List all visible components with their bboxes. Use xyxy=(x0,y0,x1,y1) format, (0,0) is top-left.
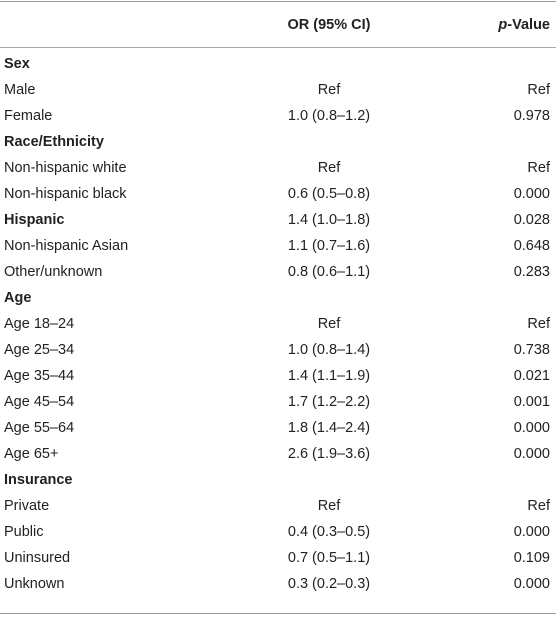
row-label: Male xyxy=(4,82,36,98)
table-top-rule xyxy=(0,1,556,2)
section-label: Insurance xyxy=(4,472,73,488)
table-row xyxy=(0,337,556,363)
p-value-cell: 0.001 xyxy=(513,394,550,410)
odds-ratio-cell: Ref xyxy=(317,498,341,514)
row-label: Age 18–24 xyxy=(4,316,75,332)
row-label: Female xyxy=(4,108,53,124)
row-label: Hispanic xyxy=(4,212,65,228)
table-row xyxy=(0,207,556,233)
p-value-cell: 0.000 xyxy=(513,576,550,592)
section-label: Race/Ethnicity xyxy=(4,134,104,150)
column-header-or: OR (95% CI) xyxy=(287,17,371,33)
odds-ratio-cell: 1.0 (0.8–1.2) xyxy=(287,108,371,124)
row-label: Non-hispanic Asian xyxy=(4,238,129,254)
table-row xyxy=(0,311,556,337)
p-value-cell: 0.738 xyxy=(513,342,550,358)
table-row xyxy=(0,155,556,181)
table-section-row xyxy=(0,467,556,493)
table-row xyxy=(0,77,556,103)
odds-ratio-cell: 1.0 (0.8–1.4) xyxy=(287,342,371,358)
table-section-row xyxy=(0,285,556,311)
table-row xyxy=(0,571,556,597)
section-label: Age xyxy=(4,290,32,306)
odds-ratio-cell: 1.1 (0.7–1.6) xyxy=(287,238,371,254)
p-value-cell: 0.000 xyxy=(513,524,550,540)
row-label: Non-hispanic white xyxy=(4,160,127,176)
table-header-row xyxy=(0,4,556,46)
row-label: Non-hispanic black xyxy=(4,186,127,202)
odds-ratio-cell: Ref xyxy=(317,82,341,98)
row-label: Age 25–34 xyxy=(4,342,75,358)
odds-ratio-cell: Ref xyxy=(317,316,341,332)
row-label: Private xyxy=(4,498,50,514)
p-value-cell: 0.000 xyxy=(513,446,550,462)
p-value-cell: 0.000 xyxy=(513,420,550,436)
table-section-row xyxy=(0,51,556,77)
odds-ratio-cell: 1.4 (1.0–1.8) xyxy=(287,212,371,228)
odds-ratio-cell: 0.6 (0.5–0.8) xyxy=(287,186,371,202)
odds-ratio-cell: 2.6 (1.9–3.6) xyxy=(287,446,371,462)
p-value-cell: 0.109 xyxy=(513,550,550,566)
p-value-italic-p: p xyxy=(498,17,508,33)
table-row xyxy=(0,233,556,259)
p-value-cell: 0.283 xyxy=(513,264,550,280)
p-value-cell: 0.028 xyxy=(513,212,550,228)
table-row xyxy=(0,389,556,415)
table-row xyxy=(0,519,556,545)
odds-ratio-cell: 0.7 (0.5–1.1) xyxy=(287,550,371,566)
p-value-cell: Ref xyxy=(527,316,550,332)
table-row xyxy=(0,259,556,285)
row-label: Age 45–54 xyxy=(4,394,75,410)
table-section-row xyxy=(0,129,556,155)
table-row xyxy=(0,415,556,441)
odds-ratio-cell: 1.7 (1.2–2.2) xyxy=(287,394,371,410)
table-row xyxy=(0,181,556,207)
table-body xyxy=(0,51,556,597)
row-label: Age 65+ xyxy=(4,446,59,462)
column-header-p-value xyxy=(498,4,550,46)
p-value-cell: Ref xyxy=(527,498,550,514)
odds-ratio-cell: Ref xyxy=(317,160,341,176)
odds-ratio-cell: 0.4 (0.3–0.5) xyxy=(287,524,371,540)
row-label: Uninsured xyxy=(4,550,71,566)
p-value-cell: Ref xyxy=(527,82,550,98)
table-header-rule xyxy=(0,47,556,48)
row-label: Age 35–44 xyxy=(4,368,75,384)
odds-ratio-cell: 0.3 (0.2–0.3) xyxy=(287,576,371,592)
row-label: Public xyxy=(4,524,44,540)
row-label: Unknown xyxy=(4,576,65,592)
p-value-cell: Ref xyxy=(527,160,550,176)
odds-ratio-cell: 0.8 (0.6–1.1) xyxy=(287,264,371,280)
row-label: Age 55–64 xyxy=(4,420,75,436)
table-row xyxy=(0,363,556,389)
row-label: Other/unknown xyxy=(4,264,103,280)
table-row xyxy=(0,545,556,571)
p-value-cell: 0.648 xyxy=(513,238,550,254)
p-value-cell: 0.978 xyxy=(513,108,550,124)
odds-ratio-cell: 1.4 (1.1–1.9) xyxy=(287,368,371,384)
section-label: Sex xyxy=(4,56,30,72)
table-bottom-rule xyxy=(0,613,556,614)
odds-ratio-cell: 1.8 (1.4–2.4) xyxy=(287,420,371,436)
p-value-cell: 0.000 xyxy=(513,186,550,202)
p-value-cell: 0.021 xyxy=(513,368,550,384)
table-row xyxy=(0,493,556,519)
table-row xyxy=(0,441,556,467)
p-value-suffix: -Value xyxy=(507,17,550,33)
table-row xyxy=(0,103,556,129)
